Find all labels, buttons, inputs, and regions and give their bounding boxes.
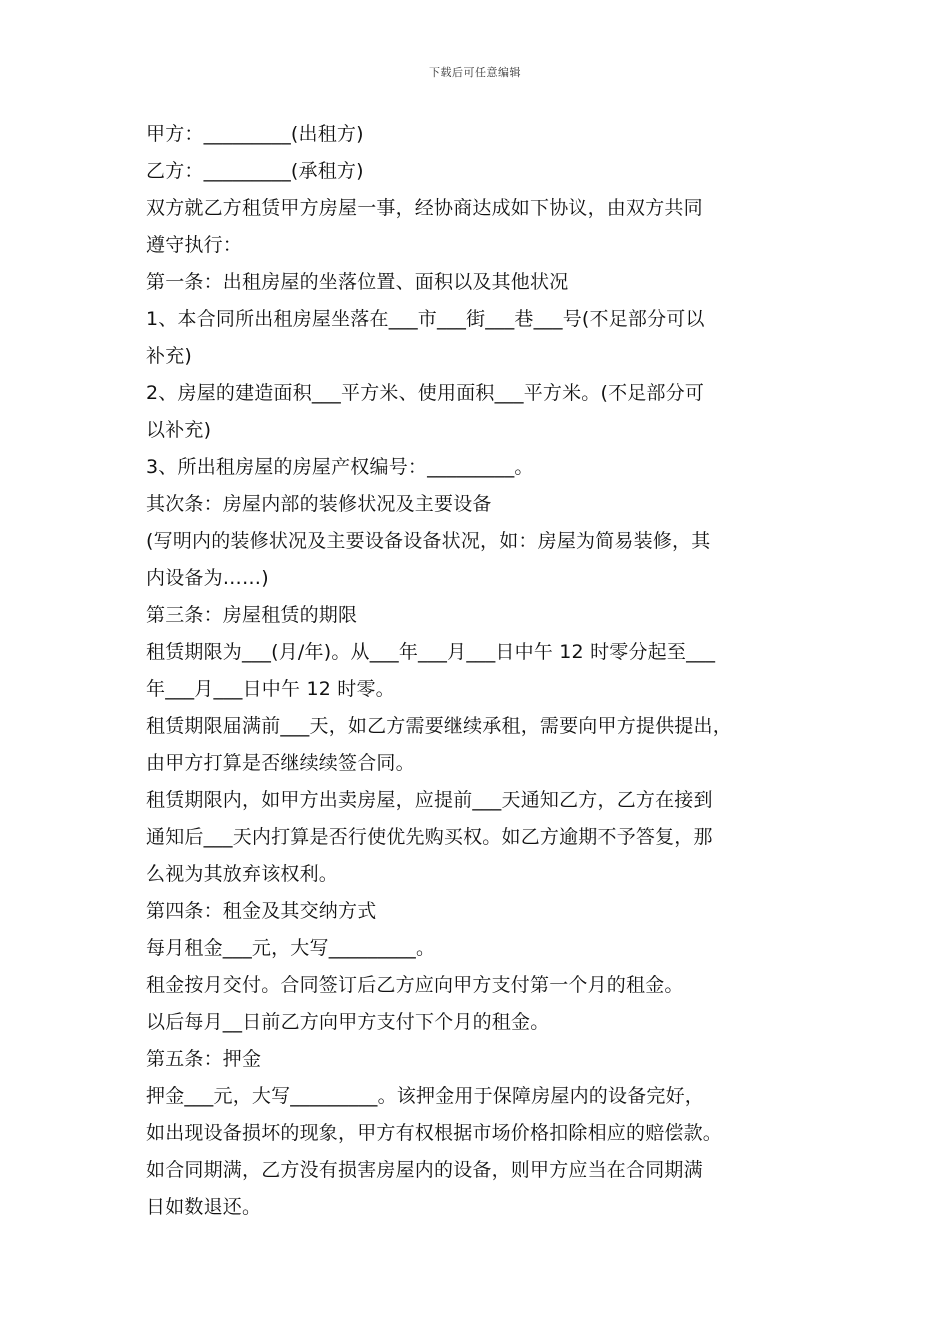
article-3-text: 年___月___日中午 12 时零。 [146,678,395,700]
article-3-text: 租赁期限届满前___天，如乙方需要继续承租，需要向甲方提供提出， [146,715,732,737]
contract-body [146,116,826,1226]
article-2-text: (写明内的装修状况及主要设备设备状况，如：房屋为简易装修，其 [146,530,711,552]
article-5-text: 押金___元，大写_________。该押金用于保障房屋内的设备完好， [146,1085,705,1107]
page-header: 下载后可任意编辑 [429,66,521,79]
article-3-text: 租赁期限为___(月/年)。从___年___月___日中午 12 时零分起至___ [146,641,716,663]
article-5-text: 如合同期满，乙方没有损害房屋内的设备，则甲方应当在合同期满 [146,1159,703,1181]
article-3-heading: 第三条：房屋租赁的期限 [146,604,358,626]
article-1-item-1: 补充) [146,345,193,367]
article-2-text: 内设备为……) [146,567,269,589]
article-3-text: 由甲方打算是否继续续签合同。 [146,752,415,774]
article-5-text: 如出现设备损坏的现象，甲方有权根据市场价格扣除相应的赔偿款。 [146,1122,723,1144]
article-3-text: 通知后___天内打算是否行使优先购买权。如乙方逾期不予答复，那 [146,826,713,848]
article-1-heading: 第一条：出租房屋的坐落位置、面积以及其他状况 [146,271,569,293]
article-4-text: 每月租金___元，大写_________。 [146,937,436,959]
article-5-text: 日如数退还。 [146,1196,262,1218]
article-4-heading: 第四条：租金及其交纳方式 [146,900,377,922]
article-1-item-3: 3、所出租房屋的房屋产权编号：_________。 [146,456,534,478]
party-a-line: 甲方：_________(出租方) [146,123,364,145]
article-1-item-1: 1、本合同所出租房屋坐落在___市___街___巷___号(不足部分可以 [146,308,705,330]
article-5-heading: 第五条：押金 [146,1048,262,1070]
article-3-text: 租赁期限内，如甲方出卖房屋，应提前___天通知乙方，乙方在接到 [146,789,713,811]
article-4-text: 以后每月__日前乙方向甲方支付下个月的租金。 [146,1011,550,1033]
article-2-heading: 其次条：房屋内部的装修状况及主要设备 [146,493,492,515]
article-1-item-2: 以补充) [146,419,212,441]
article-1-item-2: 2、房屋的建造面积___平方米、使用面积___平方米。(不足部分可 [146,382,705,404]
preamble-line: 遵守执行： [146,234,243,256]
preamble-line: 双方就乙方租赁甲方房屋一事，经协商达成如下协议，由双方共同 [146,197,703,219]
article-3-text: 么视为其放弃该权利。 [146,863,339,885]
article-4-text: 租金按月交付。合同签订后乙方应向甲方支付第一个月的租金。 [146,974,684,996]
party-b-line: 乙方：_________(承租方) [146,160,364,182]
